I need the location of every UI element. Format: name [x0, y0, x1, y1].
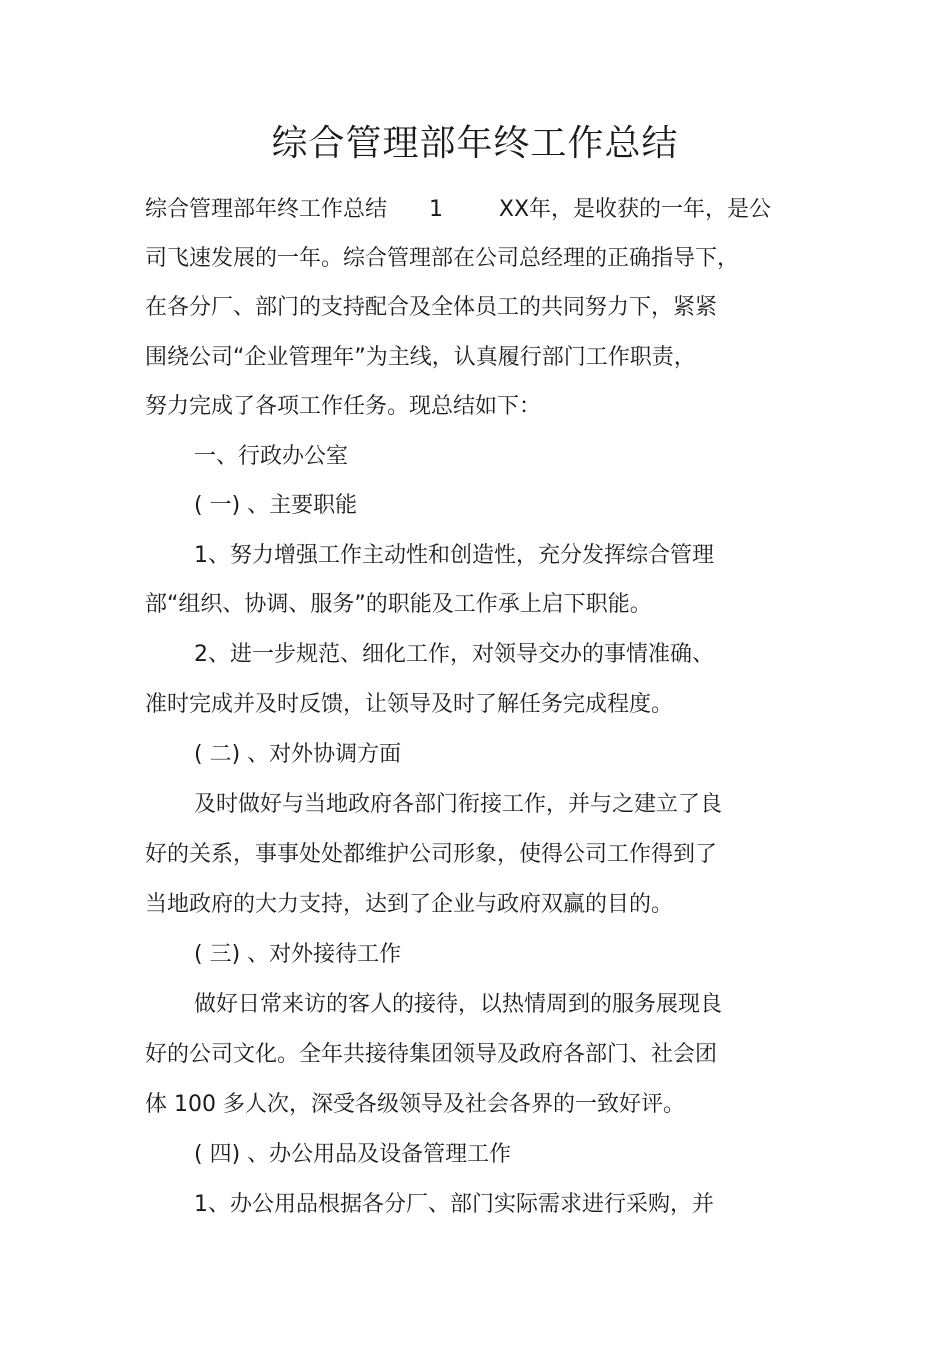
body-line: 当地政府的大力支持，达到了企业与政府双赢的目的。: [145, 892, 674, 917]
body-line: 综合管理部年终工作总结 1 XX年，是收获的一年，是公: [145, 197, 772, 222]
body-line: 在各分厂、部门的支持配合及全体员工的共同努力下，紧紧: [145, 295, 718, 320]
body-line: 1、努力增强工作主动性和创造性，充分发挥综合管理: [194, 543, 714, 568]
body-line: 及时做好与当地政府各部门衔接工作，并与之建立了良: [194, 792, 723, 817]
section-heading: 一、行政办公室: [194, 444, 349, 469]
document-title: 综合管理部年终工作总结: [271, 123, 679, 164]
subsection-heading: ( 四) 、办公用品及设备管理工作: [194, 1142, 512, 1167]
body-line: 司飞速发展的一年。综合管理部在公司总经理的正确指导下，: [145, 246, 740, 271]
body-line: 准时完成并及时反馈，让领导及时了解任务完成程度。: [145, 692, 674, 717]
subsection-heading: ( 三) 、对外接待工作: [194, 942, 402, 967]
body-line: 做好日常来访的客人的接待，以热情周到的服务展现良: [194, 992, 723, 1017]
body-line: 努力完成了各项工作任务。现总结如下：: [145, 394, 542, 419]
body-line: 好的关系，事事处处都维护公司形象，使得公司工作得到了: [145, 842, 718, 867]
body-line: 1、办公用品根据各分厂、部门实际需求进行采购，并: [194, 1192, 714, 1217]
body-line: 部“组织、协调、服务”的职能及工作承上启下职能。: [145, 592, 652, 617]
subsection-heading: ( 一) 、主要职能: [194, 493, 358, 518]
body-line: 2、进一步规范、细化工作，对领导交办的事情准确、: [194, 642, 714, 667]
body-line: 好的公司文化。全年共接待集团领导及政府各部门、社会团: [145, 1042, 718, 1067]
body-line: 体 100 多人次，深受各级领导及社会各界的一致好评。: [145, 1092, 685, 1117]
subsection-heading: ( 二) 、对外协调方面: [194, 742, 402, 767]
body-line: 围绕公司“企业管理年”为主线，认真履行部门工作职责，: [145, 345, 696, 370]
